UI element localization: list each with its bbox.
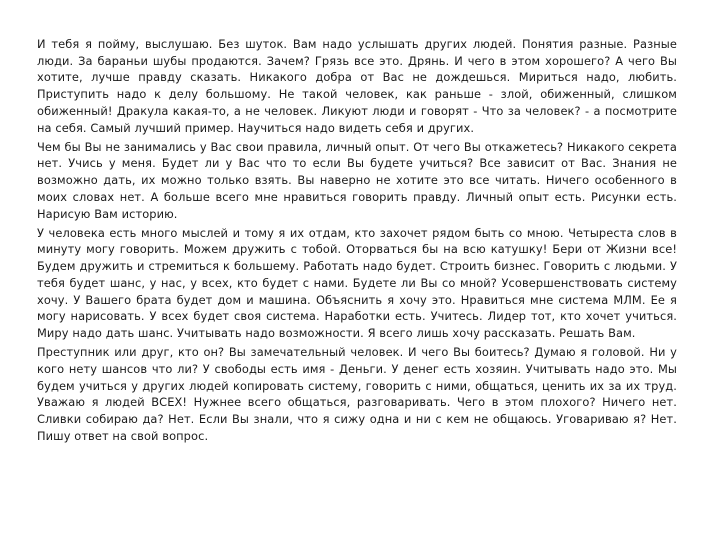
paragraph-1: И тебя я пойму, выслушаю. Без шуток. Вам надо услышать других людей. Понятия разные. Разные люди. За бараньи шубы продаются. Зачем? Грязь все это. Дрянь. И чего в этом хорошего? А чего Вы хотите, лучше правду сказать. Никакого добра от Вас не дождешься. Мириться надо, любить. Приступить надо к делу большому. Не такой человек, как раньше - злой, обиженный, слишком обиженный! Дракула какая-то, а не человек. Ликуют люди и говорят - Что за человек? - а посмотрите на себя. Самый лучший пример. Научиться надо видеть себя и других. [37, 37, 677, 135]
document-body [37, 36, 677, 447]
paragraph-2: Чем бы Вы не занимались у Вас свои правила, личный опыт. От чего Вы откажетесь? Никакого секрета нет. Учись у меня. Будет ли у Вас что то если Вы будете учиться? Все зависит от Вас. Знания не возможно дать, их можно только взять. Вы наверно не хотите это все читать. Ничего особенного в моих словах нет. А больше всего мне нравиться говорить правду. Личный опыт есть. Рисунки есть. Нарисую Вам историю. [37, 139, 677, 221]
paragraph-3: У человека есть много мыслей и тому я их отдам, кто захочет рядом быть со мною. Четыреста слов в минуту могу говорить. Можем дружить с тобой. Оторваться бы на всю катушку! Бери от Жизни все! Будем дружить и стремиться к большему. Работать надо будет. Строить бизнес. Говорить с людьми. У тебя будет шанс, у нас, у всех, кто будет с нами. Будете ли Вы со мной? Усовершенствовать систему хочу. У Вашего брата будет дом и машина. Объяснить я хочу это. Нравиться мне система МЛМ. Ее я могу нарисовать. У всех будет своя система. Наработки есть. Учитесь. Лидер тот, кто хочет учиться. Миру надо дать шанс. Учитывать надо возможности. Я всего лишь хочу рассказать. Решать Вам. [37, 225, 677, 340]
paragraph-4: Преступник или друг, кто он? Вы замечательный человек. И чего Вы боитесь? Думаю я головой. Ни у кого нету шансов что ли? У свободы есть имя - Деньги. У денег есть хозяин. Учитывать надо это. Мы будем учиться у других людей копировать систему, говорить с ними, общаться, ценить их за их труд. Уважаю я людей ВСЕХ! Нужнее всего общаться, разговаривать. Чего в этом плохого? Ничего нет. Сливки собираю да? Нет. Если Вы знали, что я сижу одна и ни с кем не общаюсь. Уговариваю я? Нет. Пишу ответ на свой вопрос. [37, 345, 677, 443]
